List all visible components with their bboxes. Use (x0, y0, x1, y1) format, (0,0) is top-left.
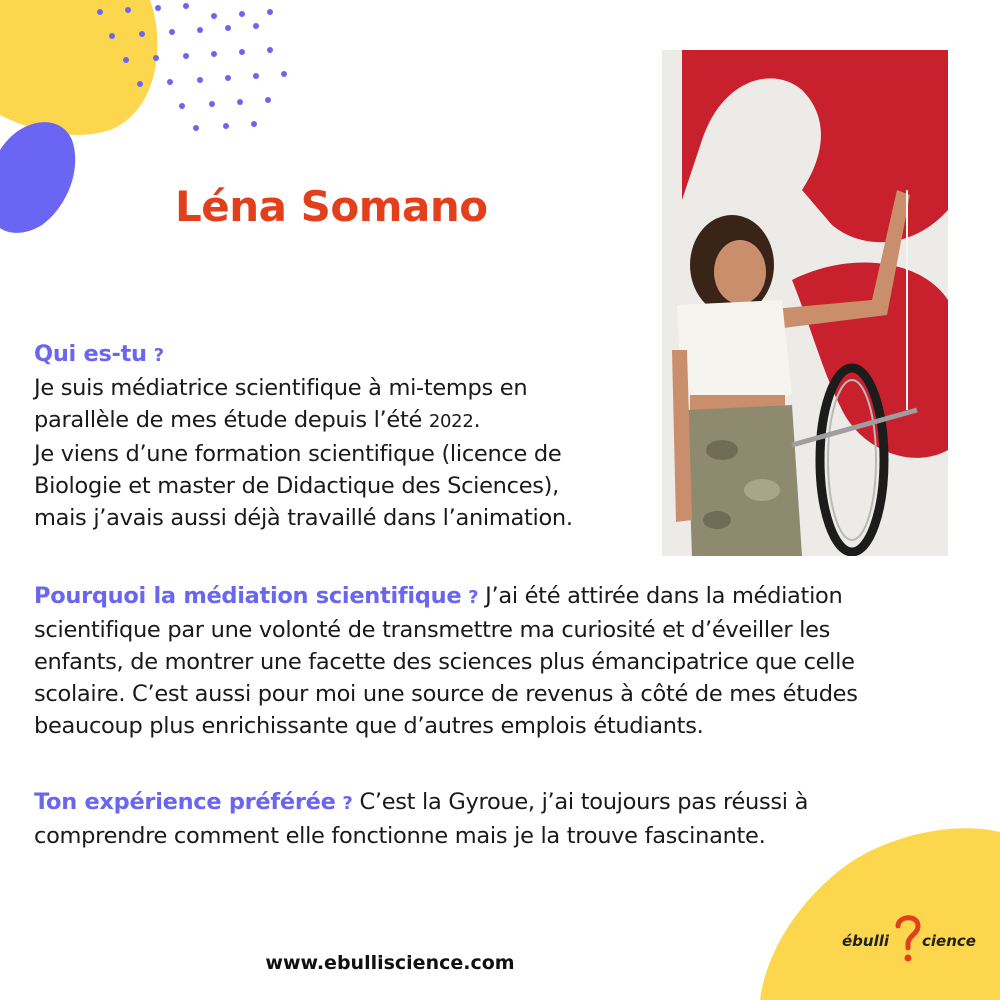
question-who-are-you: Qui es-tu ? (34, 341, 164, 367)
question-mark-icon (892, 912, 924, 968)
section-who-are-you (34, 338, 634, 534)
text-line: scientifique par une volonté de transmettre ma curiosité et d’éveiller les (34, 617, 831, 643)
text-line: Pourquoi la médiation scientifique ? J’ai été attirée dans la médiation (34, 583, 843, 609)
text-line: scolaire. C’est aussi pour moi une source de revenus à côté de mes études (34, 681, 858, 707)
text-line: Je viens d’une formation scientifique (licence de (34, 441, 562, 467)
page-title: Léna Somano (175, 182, 488, 231)
question-why-mediation: Pourquoi la médiation scientifique (34, 583, 462, 609)
text-line: comprendre comment elle fonctionne mais je la trouve fascinante. (34, 823, 766, 849)
text-line: parallèle de mes étude depuis l’été 2022. (34, 407, 481, 433)
website-link[interactable]: www.ebulliscience.com (265, 952, 515, 974)
text-line: mais j’avais aussi déjà travaillé dans l’animation. (34, 505, 573, 531)
ebulliscience-logo: ébulli cience (830, 912, 980, 972)
text-line: Ton expérience préférée ? C’est la Gyroue, j’ai toujours pas réussi à (34, 789, 809, 815)
section-why-mediation (34, 580, 964, 742)
section-favorite-experiment (34, 786, 964, 852)
year: 2022 (428, 411, 474, 432)
text-line: Biologie et master de Didactique des Sciences), (34, 473, 559, 499)
portrait-photo (662, 50, 948, 556)
question-favorite-experiment: Ton expérience préférée (34, 789, 336, 815)
text-line: beaucoup plus enrichissante que d’autres emplois étudiants. (34, 713, 704, 739)
text-line: enfants, de montrer une facette des sciences plus émancipatrice que celle (34, 649, 855, 675)
text-line: Je suis médiatrice scientifique à mi-temps en (34, 375, 528, 401)
